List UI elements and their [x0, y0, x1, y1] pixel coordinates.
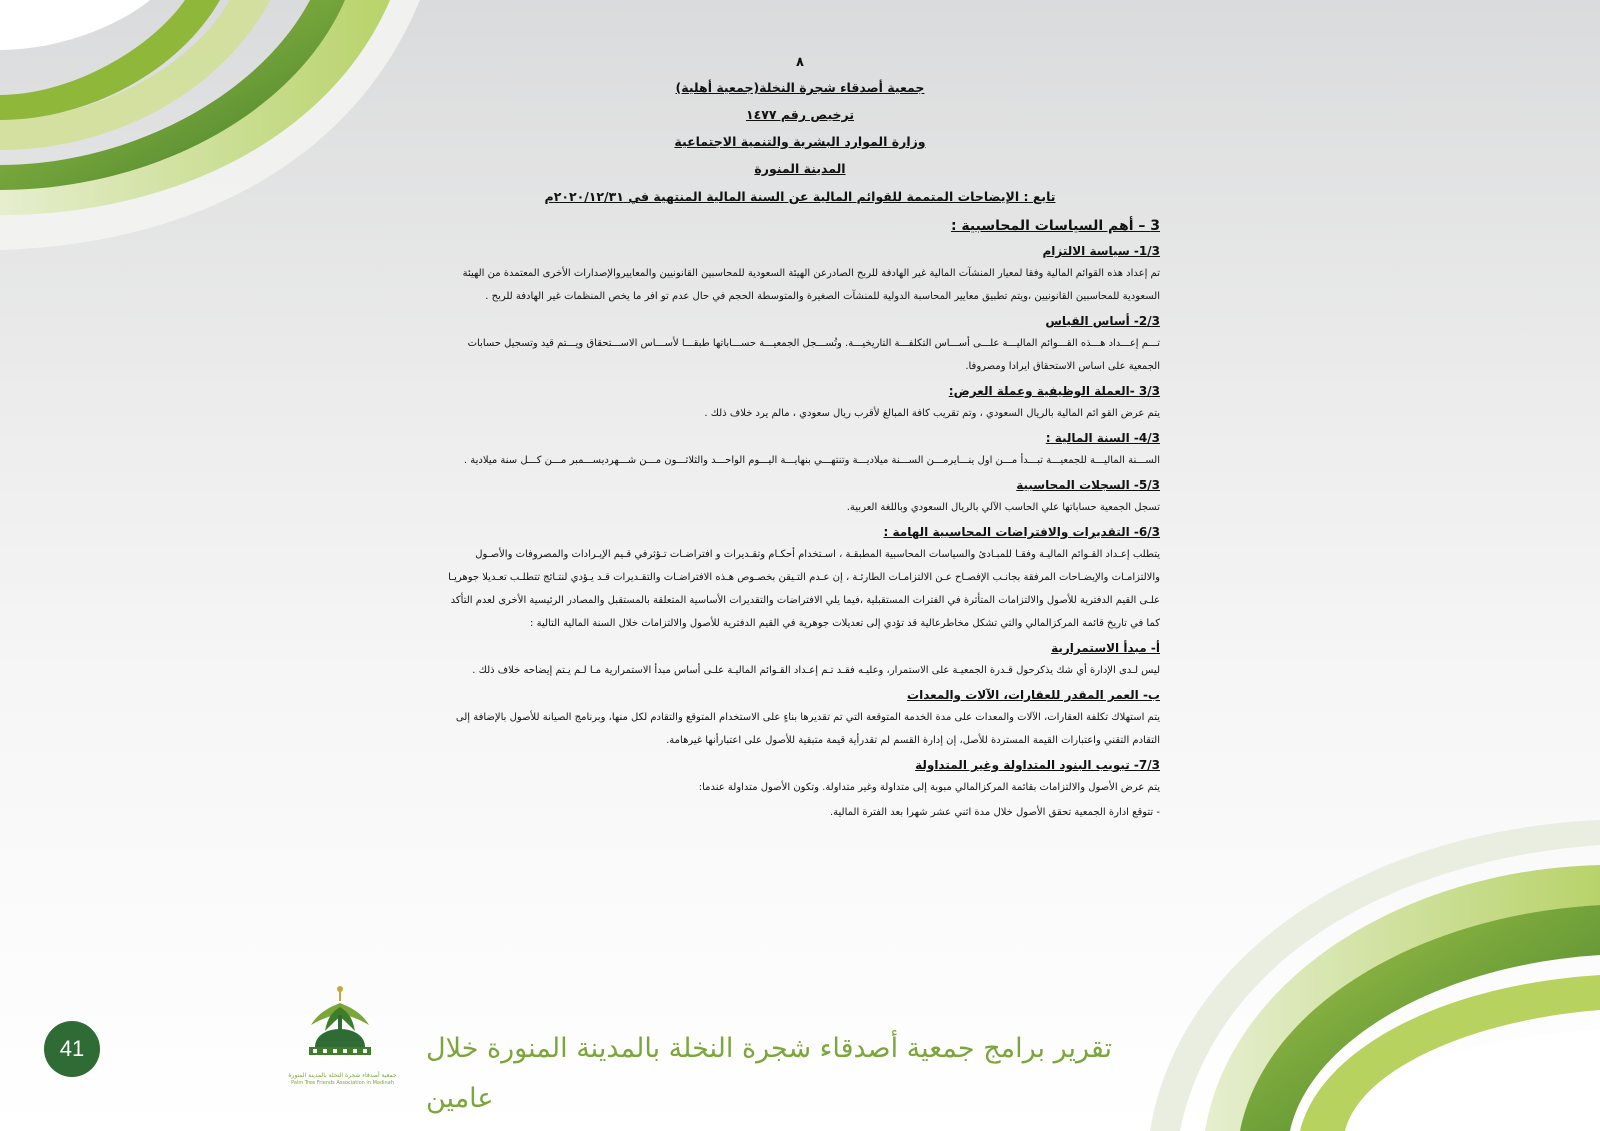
- section-going-concern: [440, 637, 1160, 682]
- section-heading: 5/3- السجلات المحاسبية: [1016, 478, 1160, 492]
- report-title: تقرير برامج جمعية أصدقاء شجرة النخلة بالمدينة المنورة خلال عامين: [426, 1033, 1113, 1114]
- bottom-right-swoosh: [1150, 820, 1600, 1131]
- section-paragraph: يتم استهلاك تكلفة العقارات، الآلات والمعدات على مدة الخدمة المتوقعة التي تم تقديرها بناءٍ على الاستخدام المتوقع والتقادم لكل منها، وبرنامج الصيانة للأصول بالإضافة إلى التقادم التقني واعتبارات القيمة المستردة للأصل، إن إدارة القسم لم تقدرأية قيمة متبقية للأصول على اعتبارأنها غيرهامة.: [455, 712, 1160, 746]
- section-paragraph: تم إعداد هذه القوائم المالية وفقا لمعيار المنشآت المالية غير الهادفة للربح الصادرعن الهيئة السعودية للمحاسبين القانونيين والمعاييروالإصدارات الأخرى المعتمدة من الهيئة السعودية للمحاسبين القانونيين ،ويتم تطبيق معايير المحاسبة الدولية للمنشآت الصغيرة والمتوسطة الحجم في حال عدم تو افر ما يخص المنظمات غير الهادفة للربح .: [462, 268, 1160, 302]
- section-useful-life: [440, 684, 1160, 752]
- section-heading: 3/3 -العملة الوظيفية وعملة العرض:: [948, 384, 1160, 398]
- section-paragraph: - تتوقع ادارة الجمعية تحقق الأصول خلال مدة اثني عشر شهرا بعد الفترة المالية.: [829, 807, 1160, 818]
- section-2: [440, 310, 1160, 378]
- section-paragraph: تسجل الجمعية حساباتها علي الحاسب الآلي بالريال السعودي وباللغة العربية.: [846, 502, 1160, 513]
- section-3: [440, 380, 1160, 425]
- logo-caption-en: Palm Tree Friends Association in Madinah: [291, 1080, 394, 1086]
- palm-dome-logo-icon: [285, 985, 395, 1085]
- association-logo: [285, 985, 395, 1085]
- section-paragraph: يتم عرض القو ائم المالية بالريال السعودي ، وتم تقريب كافة المبالغ لأقرب ريال سعودي ، مالم يرد خلاف ذلك .: [704, 408, 1160, 419]
- section-paragraph: الســـنة الماليـــة للجمعيـــة تبـــدأ مـــن اول ينـــايرمـــن الســـنة ميلاديـــة وتنتهـــي بنهايـــة اليـــوم الواحـــد والثلاثـــون مـــن شـــهرديســـمبر مـــن كـــل سنة ميلادية .: [463, 455, 1160, 466]
- city-name: المدينة المنورة: [754, 161, 846, 176]
- document-page: [440, 52, 1160, 826]
- section-paragraph: يتم عرض الأصول والالتزامات بقائمة المركزالمالي مبوبة إلى متداولة وغير متداولة. وتكون الأصول متداولة عندما:: [698, 782, 1160, 793]
- section-paragraph: يتطلب إعـداد القـوائم الماليـة وفقـا للمبـادئ والسياسات المحاسبية المطبقـة ، اسـتخدام أحكـام وتقـديرات و افتراضـات تـؤثرفي قـيم الإيـرادات والمصروفات والأصـول والالتزامـات والإيضـاحات المرفقة بجانـب الإفصـاح عـن الالتزامـات الطارئـة ، إن عـدم التـيقن بخصـوص هـذه الافتراضـات والتقـديرات قـد يـؤدي لنتـائج تتطلـب تعـديلا جوهريـا علـى القيم الدفترية للأصول والالتزامات المتأثرة في الفترات المستقبلية ،فيما يلي الافتراضات والتقديرات الأساسية المتعلقة بالمستقبل والمصادر الرئيسية الأخرى لعدم التأكد كما في تاريخ قائمة المركزالمالي والتي تشكل مخاطرعالية قد تؤدي إلى تعديلات جوهرية في القيم الدفترية للأصول والالتزامات خلال السنة المالية التالية :: [448, 549, 1160, 629]
- section-6: [440, 521, 1160, 635]
- logo-caption-ar: جمعية أصدقاء شجرة النخلة بالمدينة المنورة: [288, 1072, 397, 1079]
- section-1: [440, 240, 1160, 308]
- main-section-heading: 3 – أهم السياسات المحاسبية :: [950, 218, 1160, 234]
- section-heading: 4/3- السنة المالية :: [1045, 431, 1160, 445]
- section-7: [440, 754, 1160, 824]
- section-4: [440, 427, 1160, 472]
- section-heading: 2/3- أساس القياس: [1045, 314, 1160, 328]
- license-number: ترخيص رقم ١٤٧٧: [745, 107, 855, 122]
- org-name: جمعية أصدقاء شجرة النخلة(جمعية أهلية): [675, 80, 925, 95]
- section-heading: ب- العمر المقدر للعقارات، الآلات والمعدات: [907, 688, 1160, 702]
- ministry-name: وزارة الموارد البشرية والتنمية الاجتماعية: [674, 134, 926, 149]
- section-paragraph: تـــم إعـــداد هـــذه القـــوائم الماليـــة علـــى أســـاس التكلفـــة التاريخيـــة. وتُســـجل الجمعيـــة حســـاباتها طبقـــا لأســـاس الاســـتحقاق ويـــتم قيد وتسجيل حسابات الجمعية على اساس الاستحقاق ايرادا ومصروفا.: [467, 338, 1160, 372]
- section-heading: 7/3- تبويب البنود المتداولة وغير المتداولة: [915, 758, 1160, 772]
- page-number-badge: 41: [44, 1021, 100, 1077]
- section-heading: أ- مبدأ الاستمرارية: [1051, 641, 1160, 655]
- section-5: [440, 474, 1160, 519]
- section-paragraph: ليس لـدى الإدارة أي شك يذكرحول قـدرة الجمعيـة على الاستمرار، وعليـه فقـد تـم إعـداد القـوائم الماليـة علـى أساس مبدأ الاستمرارية مـا لـم يـتم إيضاحه خلاف ذلك .: [472, 665, 1160, 676]
- top-left-swoosh: [0, 0, 420, 250]
- page-number: ٨: [796, 55, 804, 70]
- continuation-title: تابع : الإيضاحات المتممة للقوائم المالية عن السنة المالية المنتهية في ٢٠٢٠/١٢/٣١م: [544, 189, 1056, 204]
- section-heading: 6/3- التقديرات والافتراضات المحاسبية الهامة :: [883, 525, 1160, 539]
- section-heading: 1/3- سياسة الالتزام: [1042, 244, 1160, 258]
